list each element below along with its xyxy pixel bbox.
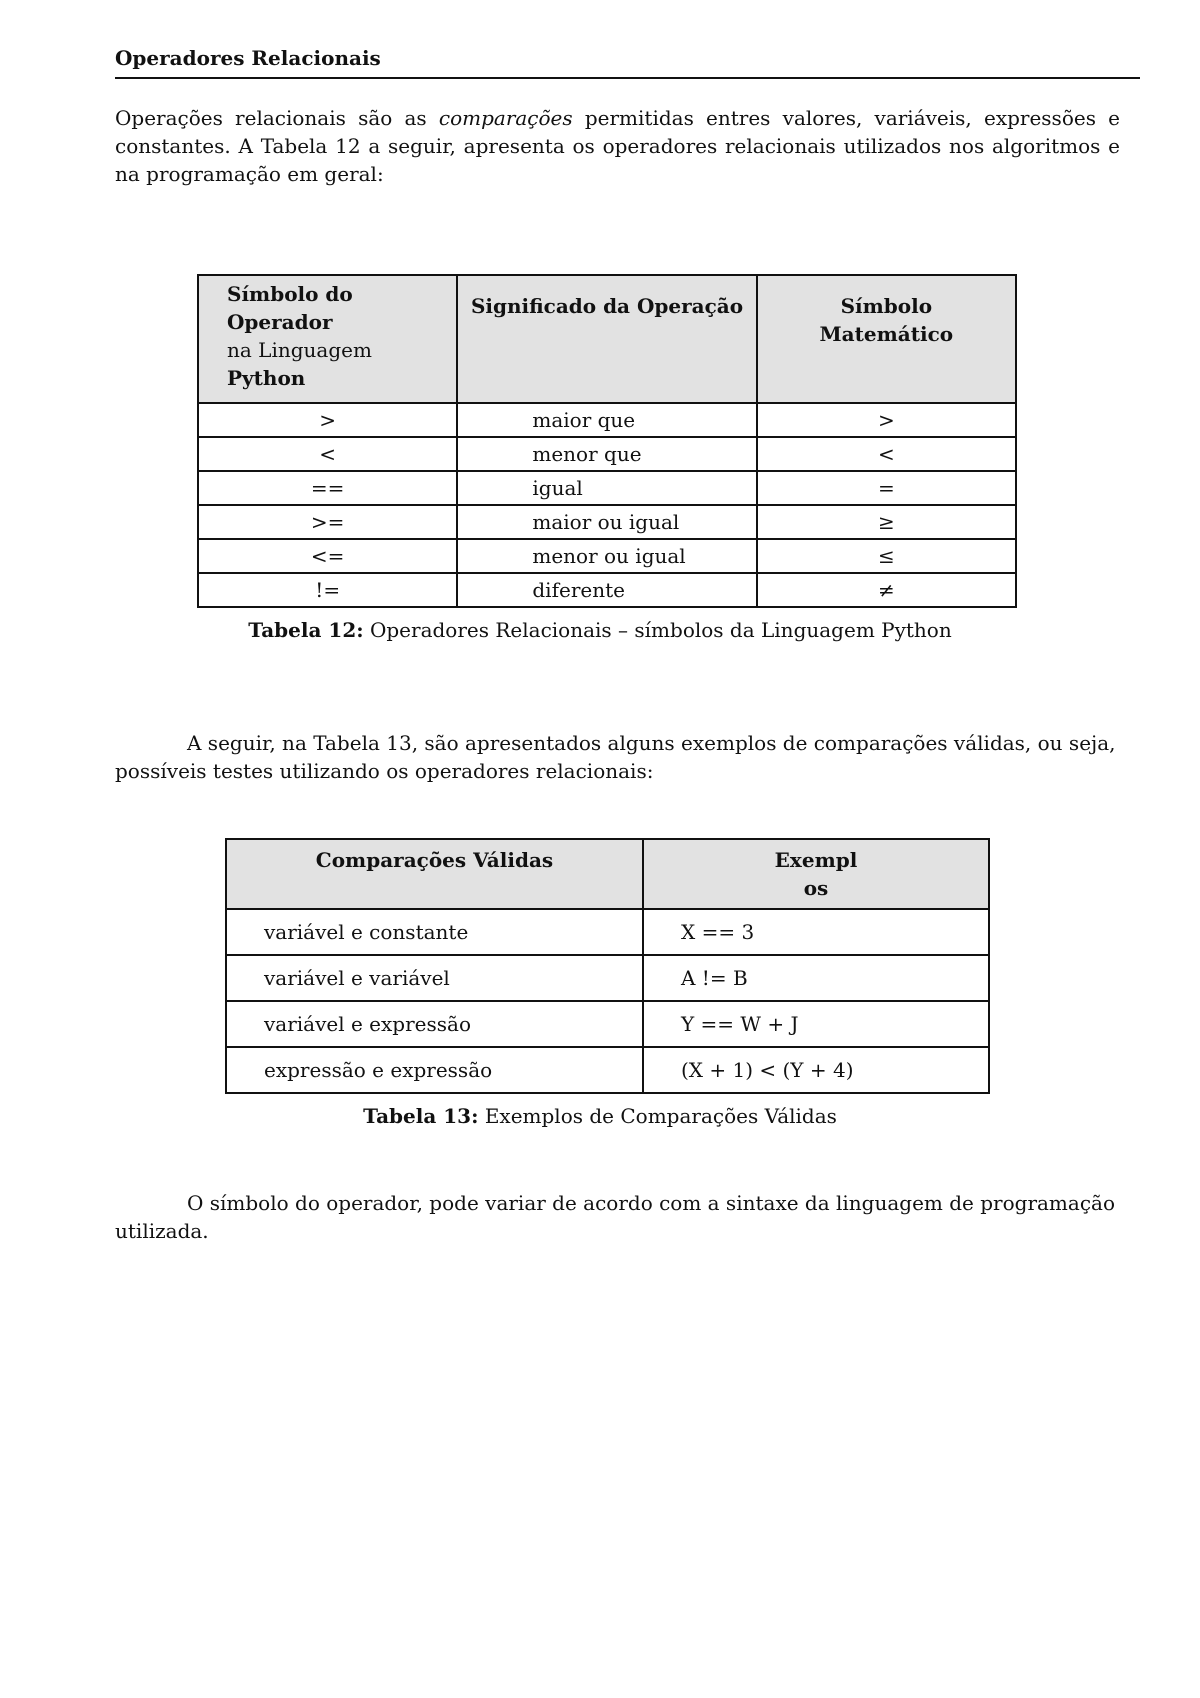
comparison-cell: variável e expressão — [226, 1001, 643, 1047]
table13-caption-label: Tabela 13: — [363, 1104, 479, 1128]
table-row — [198, 403, 1016, 437]
table-header-row — [198, 275, 1016, 403]
header-examples-line2: os — [803, 876, 829, 900]
intro-emphasis: comparações — [438, 106, 573, 130]
meaning-cell: menor ou igual — [457, 539, 756, 573]
table13-caption — [0, 1104, 1200, 1128]
operator-cell: <= — [198, 539, 457, 573]
heading-rule — [115, 77, 1140, 79]
paragraph-2-text: A seguir, na Tabela 13, são apresentados alguns exemplos de comparações válidas, ou seja, possíveis testes utilizando os operadores relacionais: — [115, 731, 1116, 783]
table12-caption — [0, 618, 1200, 642]
header-operator-symbol — [198, 275, 457, 403]
header-comparisons: Comparações Válidas — [226, 839, 643, 909]
header-col1-line3: na Linguagem — [227, 338, 372, 362]
table-row — [226, 909, 989, 955]
meaning-cell: diferente — [457, 573, 756, 607]
paragraph-3 — [115, 1189, 1120, 1245]
header-math-symbol — [757, 275, 1016, 403]
table-row — [226, 955, 989, 1001]
paragraph-3-text: O símbolo do operador, pode variar de acordo com a sintaxe da linguagem de programação utilizada. — [115, 1191, 1115, 1243]
header-examples — [643, 839, 989, 909]
header-col1-line1: Símbolo do — [227, 282, 353, 306]
table-row — [198, 471, 1016, 505]
table-row — [198, 437, 1016, 471]
table-row — [226, 1047, 989, 1093]
operator-cell: == — [198, 471, 457, 505]
operator-cell: > — [198, 403, 457, 437]
example-cell: X == 3 — [643, 909, 989, 955]
header-examples-line1: Exempl — [774, 848, 858, 872]
comparison-cell: variável e variável — [226, 955, 643, 1001]
math-symbol-cell: < — [757, 437, 1016, 471]
operator-cell: < — [198, 437, 457, 471]
table12-caption-label: Tabela 12: — [248, 618, 364, 642]
header-col3-line1: Símbolo — [840, 294, 933, 318]
table-row — [198, 539, 1016, 573]
intro-part2: permitidas entres valores, variáveis, expressões e constantes. A Tabela 12 a seguir, apresenta os operadores relacionais utilizados nos algoritmos e na programação em geral: — [115, 106, 1120, 186]
math-symbol-cell: = — [757, 471, 1016, 505]
table12-caption-text: Operadores Relacionais – símbolos da Linguagem Python — [363, 618, 952, 642]
math-symbol-cell: ≠ — [757, 573, 1016, 607]
header-col1-line2: Operador — [227, 310, 333, 334]
table-row — [226, 1001, 989, 1047]
math-symbol-cell: ≥ — [757, 505, 1016, 539]
meaning-cell: maior ou igual — [457, 505, 756, 539]
meaning-cell: maior que — [457, 403, 756, 437]
example-cell: A != B — [643, 955, 989, 1001]
comparison-cell: expressão e expressão — [226, 1047, 643, 1093]
paragraph-2 — [115, 729, 1120, 785]
operator-cell: != — [198, 573, 457, 607]
example-cell: (X + 1) < (Y + 4) — [643, 1047, 989, 1093]
comparisons-table — [225, 838, 990, 1094]
comparison-cell: variável e constante — [226, 909, 643, 955]
intro-paragraph — [115, 104, 1120, 188]
meaning-cell: menor que — [457, 437, 756, 471]
operators-table — [197, 274, 1017, 608]
math-symbol-cell: > — [757, 403, 1016, 437]
math-symbol-cell: ≤ — [757, 539, 1016, 573]
table-header-row — [226, 839, 989, 909]
header-col1-line4: Python — [227, 366, 306, 390]
intro-part1: Operações relacionais são as — [115, 106, 439, 130]
table13-caption-text: Exemplos de Comparações Válidas — [478, 1104, 837, 1128]
header-meaning: Significado da Operação — [457, 275, 756, 403]
meaning-cell: igual — [457, 471, 756, 505]
table-row — [198, 505, 1016, 539]
page-heading: Operadores Relacionais — [115, 46, 381, 70]
operator-cell: >= — [198, 505, 457, 539]
example-cell: Y == W + J — [643, 1001, 989, 1047]
header-col3-line2: Matemático — [819, 322, 954, 346]
table-row — [198, 573, 1016, 607]
